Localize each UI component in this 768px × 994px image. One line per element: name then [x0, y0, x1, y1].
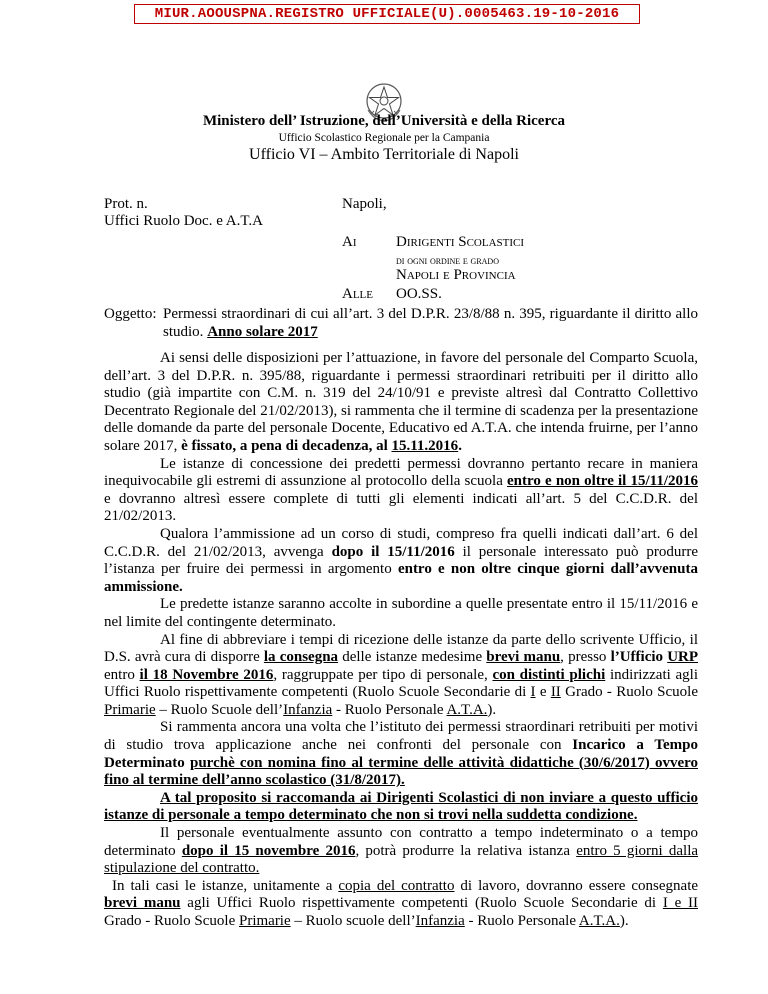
recipient-ordine: di ogni ordine e grado	[396, 255, 499, 267]
paragraph-5: Al fine di abbreviare i tempi di ricezione delle istanze da parte dello scrivente Ufficio, il D.S. avrà cura di disporre la consegna delle istanze medesime brevi manu, presso l’Ufficio URP entro il 18 Novembre 2016, raggruppate per tipo di personale, con distinti plichi indirizzati agli Uffici Ruolo rispettivamente competenti (Ruolo Scuole Secondarie di I e II Grado - Ruolo Scuole Primarie – Ruolo Scuole dell’Infanzia - Ruolo Personale A.T.A.).	[104, 631, 699, 718]
protocol-stamp: MIUR.AOOUSPNA.REGISTRO UFFICIALE(U).0005463.19-10-2016	[134, 4, 640, 24]
recipient-napoli: Napoli e Provincia	[396, 267, 516, 283]
recipient-oo-ss: OO.SS.	[396, 286, 442, 302]
paragraph-1: Ai sensi delle disposizioni per l’attuazione, in favore del personale del Comparto Scuola, dell’art. 3 del D.P.R. n. 395/88, riguardante i permessi straordinari retribuiti per il diritto allo studio (già impartite con C.M. n. 319 del 24/10/91 e previste altresì dal Contratto Collettivo Decentrato Regionale del 21/02/2013), si rammenta che il termine di scadenza per la presentazione delle domande da parte del personale Docente, Educativo ed A.T.A. che intenda fruirne, per l’anno solare 2017, è fissato, a pena di decadenza, al 15.11.2016.	[104, 350, 698, 454]
recipient-prefix-alle: Alle	[342, 286, 373, 302]
letter-body	[104, 350, 698, 931]
subject-label: Oggetto:	[104, 306, 157, 322]
place-date: Napoli,	[342, 196, 387, 212]
paragraph-8: Il personale eventualmente assunto con contratto a tempo indeterminato o a tempo determinato dopo il 15 novembre 2016, potrà produrre la relativa istanza entro 5 giorni dalla stipulazione del contratto.	[104, 825, 699, 877]
paragraph-3: Qualora l’ammissione ad un corso di studi, compreso fra quelli indicati dall’art. 6 del C.C.D.R. del 21/02/2013, avvenga dopo il 15/11/2016 il personale interessato può produrre l’istanza per fruire dei permessi in argomento entro e non oltre cinque giorni dall’avvenuta ammissione.	[104, 525, 698, 595]
recipient-prefix-ai: Ai	[342, 234, 357, 250]
regional-office: Ufficio Scolastico Regionale per la Campania	[278, 132, 490, 144]
paragraph-2: Le istanze di concessione dei predetti permessi dovranno pertanto recare in maniera inequivocabile gli estremi di assunzione al protocollo della scuola entro e non oltre il 15/11/2016 e dovranno altresì essere complete di tutti gli elementi indicati all’art. 5 del C.C.D.R. del 21/02/2013.	[104, 455, 698, 525]
subject-year: Anno solare 2017	[207, 324, 318, 340]
subject-text: Permessi straordinari di cui all’art. 3 del D.P.R. 23/8/88 n. 395, riguardante il diritto allo studio. Anno solare 2017	[163, 306, 698, 340]
office-title: Ufficio VI – Ambito Territoriale di Napoli	[249, 146, 519, 163]
ministry-title: Ministero dell’ Istruzione, dell’Università e della Ricerca	[202, 113, 565, 129]
offices-line: Uffici Ruolo Doc. e A.T.A	[104, 213, 264, 229]
recipient-dirigenti: Dirigenti Scolastici	[396, 234, 525, 250]
paragraph-4: Le predette istanze saranno accolte in subordine a quelle presentate entro il 15/11/2016 e nel limite del contingente determinato.	[104, 596, 698, 630]
protocol-number: Prot. n.	[104, 196, 148, 212]
paragraph-9: In tali casi le istanze, unitamente a copia del contratto di lavoro, dovranno essere consegnate brevi manu agli Uffici Ruolo rispettivamente competenti (Ruolo Scuole Secondarie di I e II Grado - Ruolo Scuole Primarie – Ruolo scuole dell’Infanzia - Ruolo Personale A.T.A.).	[104, 877, 699, 929]
paragraph-7: A tal proposito si raccomanda ai Dirigenti Scolastici di non inviare a questo ufficio istanze di personale a tempo determinato che non si trovi nella suddetta condizione.	[104, 789, 698, 824]
paragraph-6: Si rammenta ancora una volta che l’istituto dei permessi straordinari retribuiti per motivi di studio trova applicazione anche nei confronti del personale con Incarico a Tempo Determinato purchè con nomina fino al termine delle attività didattiche (30/6/2017) ovvero fino al termine dell’anno scolastico (31/8/2017).	[104, 719, 698, 789]
